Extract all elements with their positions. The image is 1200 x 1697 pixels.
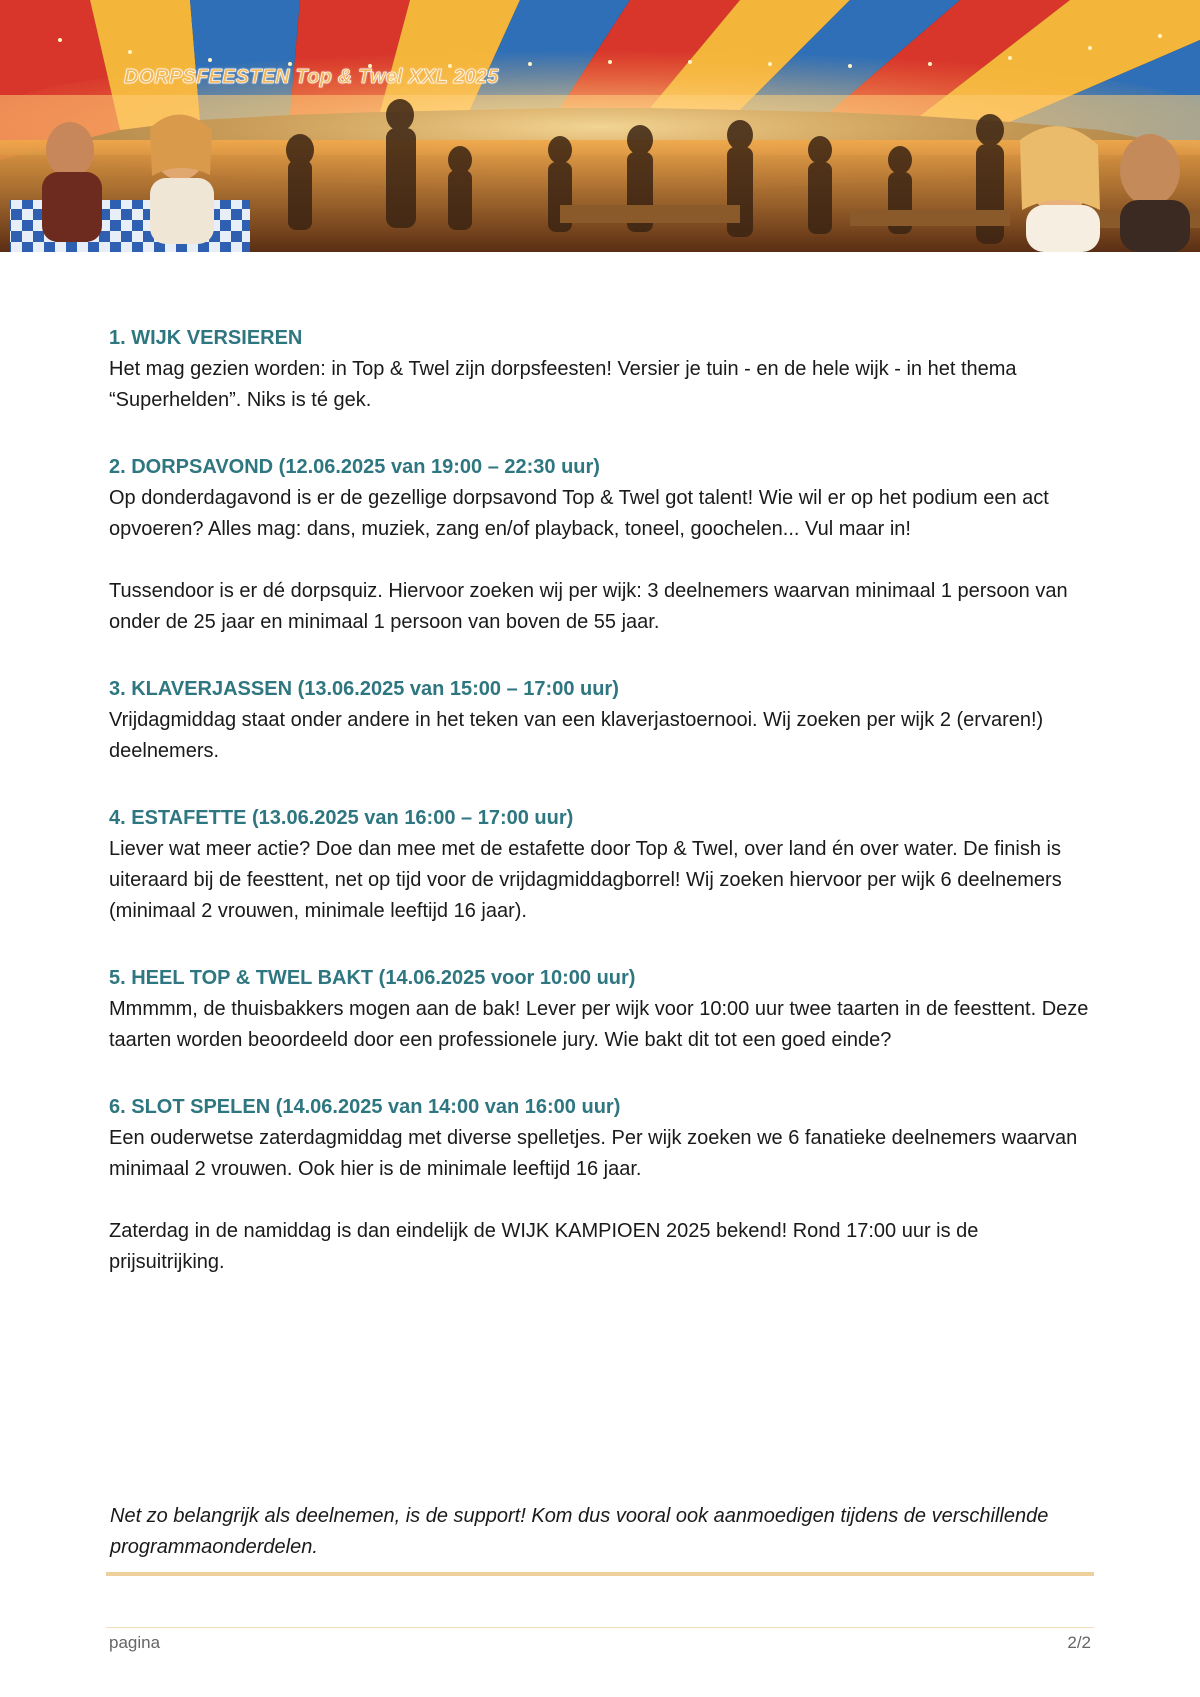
festival-tent-photo — [0, 0, 1200, 252]
footer-divider — [106, 1627, 1094, 1628]
section-title: 6. SLOT SPELEN (14.06.2025 van 14:00 van 16:00 uur) — [109, 1096, 621, 1118]
section-title: 4. ESTAFETTE (13.06.2025 van 16:00 – 17:00 uur) — [109, 807, 574, 829]
footer-page-number: 2/2 — [1067, 1633, 1091, 1652]
section-paragraph: Op donderdagavond is er de gezellige dorpsavond Top & Twel got talent! Wie wil er op het podium een act opvoeren? Alles mag: dans, muziek, zang en/of playback, toneel, goochelen... Vul maar in! — [109, 487, 1049, 540]
section-heel-top-twel-bakt — [109, 963, 1099, 1056]
section-paragraph: Mmmmm, de thuisbakkers mogen aan de bak! Lever per wijk voor 10:00 uur twee taarten in de feesttent. Deze taarten worden beoordeeld door een professionele jury. Wie bakt dit tot een goed einde? — [109, 998, 1089, 1051]
gold-divider — [106, 1572, 1094, 1576]
section-estafette — [109, 803, 1099, 927]
program-content — [109, 323, 1099, 1314]
closing-note: Net zo belangrijk als deelnemen, is de support! Kom dus vooral ook aanmoedigen tijdens de verschillende programmaonderdelen. — [110, 1505, 1049, 1558]
section-paragraph: Een ouderwetse zaterdagmiddag met diverse spelletjes. Per wijk zoeken we 6 fanatieke deelnemers waarvan minimaal 2 vrouwen. Ook hier is de minimale leeftijd 16 jaar. — [109, 1127, 1078, 1180]
section-dorpsavond — [109, 452, 1099, 638]
section-title: 2. DORPSAVOND (12.06.2025 van 19:00 – 22:30 uur) — [109, 456, 600, 478]
section-paragraph: Het mag gezien worden: in Top & Twel zijn dorpsfeesten! Versier je tuin - en de hele wijk - in het thema “Superhelden”. Niks is té gek. — [109, 358, 1017, 411]
section-paragraph: Zaterdag in de namiddag is dan eindelijk de WIJK KAMPIOEN 2025 bekend! Rond 17:00 uur is de prijsuitrijking. — [109, 1220, 979, 1273]
section-paragraph: Liever wat meer actie? Doe dan mee met de estafette door Top & Twel, over land én over water. De finish is uiteraard bij de feesttent, net op tijd voor de vrijdagmiddagborrel! Wij zoeken hiervoor per wijk 6 deelnemers (minimaal 2 vrouwen, minimale leeftijd 16 jaar). — [109, 838, 1062, 922]
section-title: 1. WIJK VERSIEREN — [109, 327, 303, 349]
section-paragraph: Vrijdagmiddag staat onder andere in het teken van een klaverjastoernooi. Wij zoeken per wijk 2 (ervaren!) deelnemers. — [109, 709, 1044, 762]
section-klaverjassen — [109, 674, 1099, 767]
section-title: 3. KLAVERJASSEN (13.06.2025 van 15:00 – 17:00 uur) — [109, 678, 619, 700]
section-wijk-versieren — [109, 323, 1099, 416]
footer-page-label: pagina — [109, 1633, 161, 1652]
section-slot-spelen — [109, 1092, 1099, 1278]
section-title: 5. HEEL TOP & TWEL BAKT (14.06.2025 voor 10:00 uur) — [109, 967, 636, 989]
banner-title: DORPSFEESTEN Top & Twel XXL 2025 — [124, 66, 499, 88]
section-paragraph: Tussendoor is er dé dorpsquiz. Hiervoor zoeken wij per wijk: 3 deelnemers waarvan minimaal 1 persoon van onder de 25 jaar en minimaal 1 persoon van boven de 55 jaar. — [109, 580, 1068, 633]
header-banner — [0, 0, 1200, 252]
